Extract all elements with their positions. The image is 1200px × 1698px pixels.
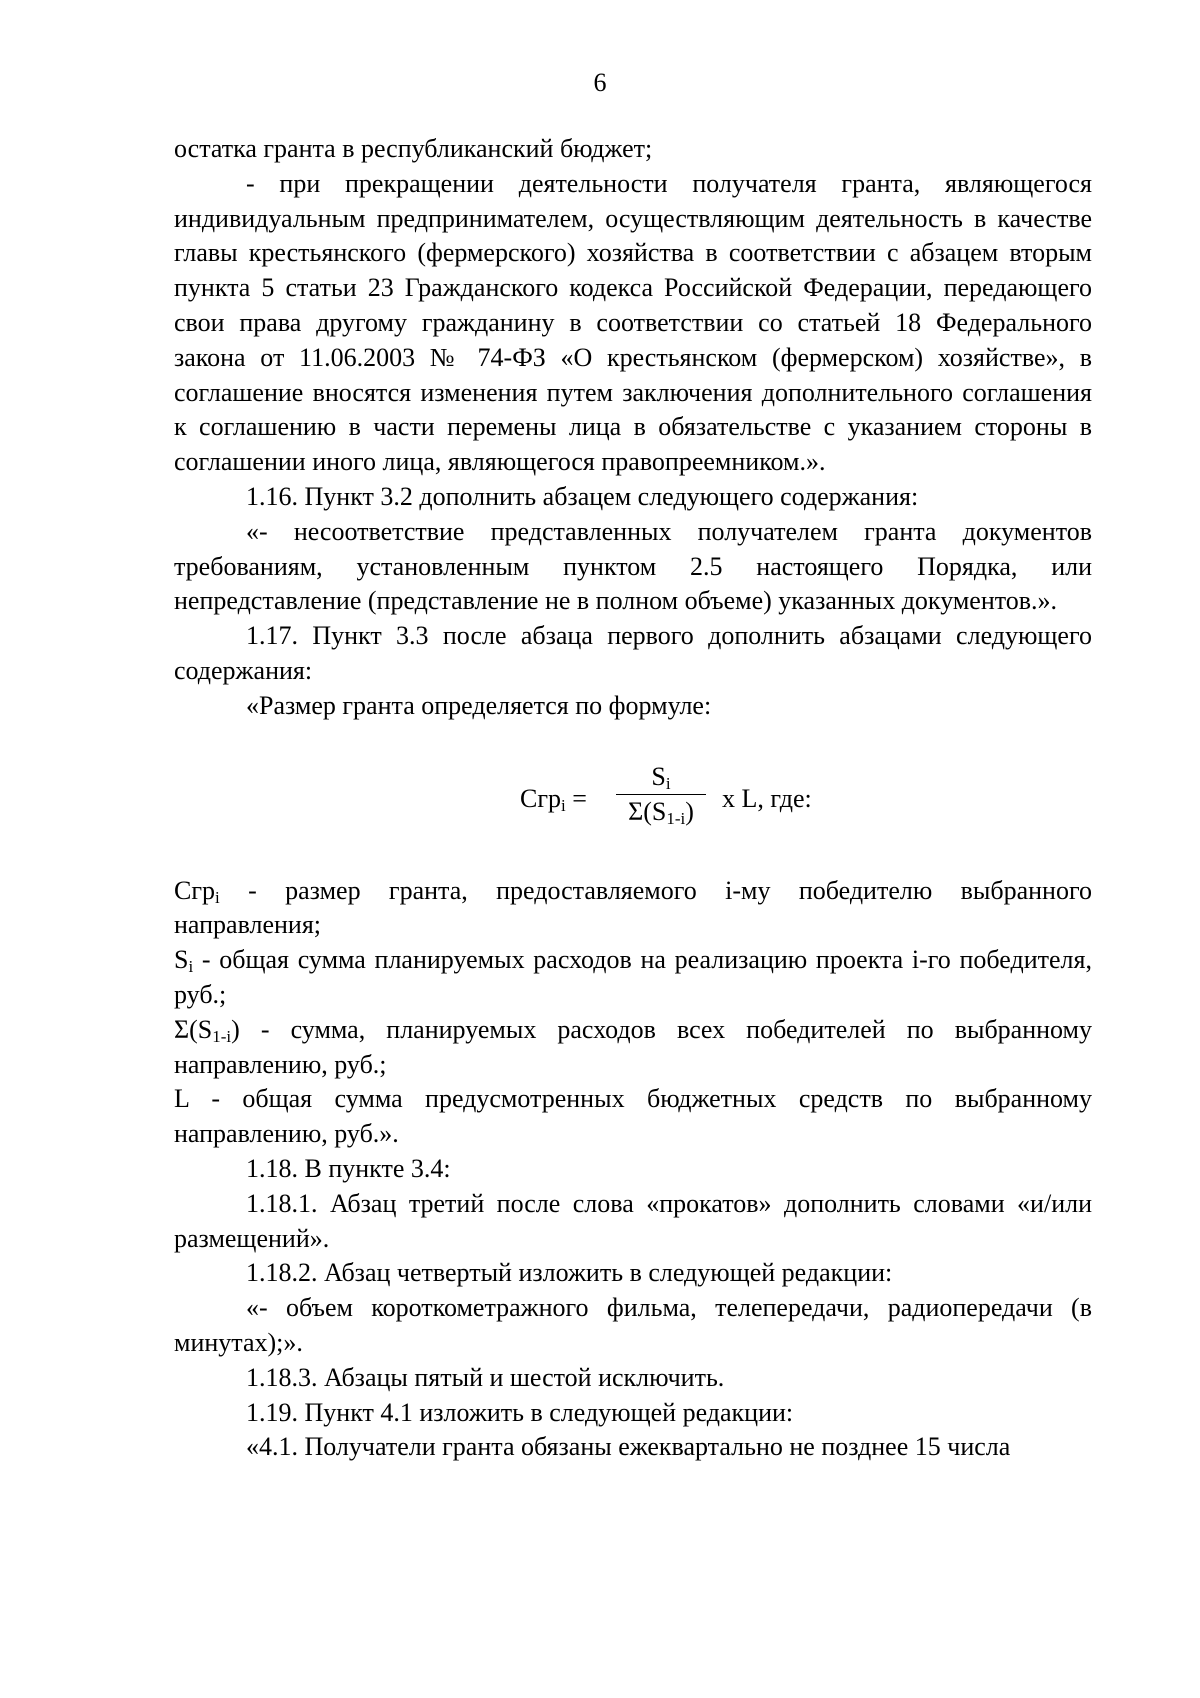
definition-sum-expenses: $\Sigma(S_{1-i})$ - сумма, планируемых расходов всех победителей по выбранному направлению, руб.; (174, 1014, 1092, 1079)
fraction-bar (616, 794, 706, 795)
formula-rhs: x L, где: (722, 783, 812, 813)
document-body (174, 132, 1092, 1465)
definition-total-expenses: $S_i$ - общая сумма планируемых расходов на реализацию проекта i-го победителя, руб.; (174, 945, 1092, 1009)
paragraph: 1.18.3. Абзацы пятый и шестой исключить. (246, 1362, 725, 1392)
paragraph: 1.18.2. Абзац четвертый изложить в следующей редакции: (246, 1258, 893, 1288)
paragraph: 1.18. В пункте 3.4: (246, 1153, 451, 1183)
paragraph: «4.1. Получатели гранта обязаны ежеквартально не позднее 15 числа (246, 1432, 1011, 1462)
grant-formula (174, 724, 1092, 874)
formula-denominator: $\Sigma(S_{1-i})$ (628, 796, 694, 828)
definition-budget: L - общая сумма предусмотренных бюджетных средств по выбранному направлению, руб.». (174, 1084, 1092, 1149)
formula-lhs: Сгр$_i$ = (520, 783, 587, 815)
paragraph: «- объем короткометражного фильма, телепередачи, радиопередачи (в минутах);». (174, 1293, 1092, 1357)
paragraph: «- несоответствие представленных получателем гранта документов требованиям, установленным пунктом 2.5 настоящего Порядка, или непредставление (представление не в полном объеме) указанных документов.». (174, 516, 1092, 616)
paragraph: - при прекращении деятельности получателя гранта, являющегося индивидуальным предпринимателем, осуществляющим деятельность в качестве главы крестьянского (фермерского) хозяйства в соответствии с абзацем вторым пункта 5 статьи 23 Гражданского кодекса Российской Федерации, передающего свои права другому гражданину в соответствии со статьей 18 Федерального закона от 11.06.2003 № 74-ФЗ «О крестьянском (фермерском) хозяйстве», в соглашение вносятся изменения путем заключения дополнительного соглашения к соглашению в части перемены лица в обязательстве с указанием стороны в соглашении иного лица, являющегося правопреемником.». (174, 168, 1092, 477)
paragraph: остатка гранта в республиканский бюджет; (174, 134, 653, 163)
paragraph: 1.19. Пункт 4.1 изложить в следующей редакции: (246, 1397, 794, 1427)
definition-grant-size: Сгр$_i$ - размер гранта, предоставляемого i-му победителю выбранного направления; (174, 875, 1092, 940)
paragraph: 1.18.1. Абзац третий после слова «прокатов» дополнить словами «и/или размещений». (174, 1188, 1092, 1253)
formula-numerator: $S_i$ (651, 761, 671, 793)
formula-fraction (616, 762, 706, 827)
paragraph: 1.17. Пункт 3.3 после абзаца первого дополнить абзацами следующего содержания: (174, 621, 1092, 685)
paragraph: «Размер гранта определяется по формуле: (246, 690, 712, 720)
page-number: 6 (593, 68, 607, 97)
paragraph: 1.16. Пункт 3.2 дополнить абзацем следующего содержания: (246, 481, 919, 511)
